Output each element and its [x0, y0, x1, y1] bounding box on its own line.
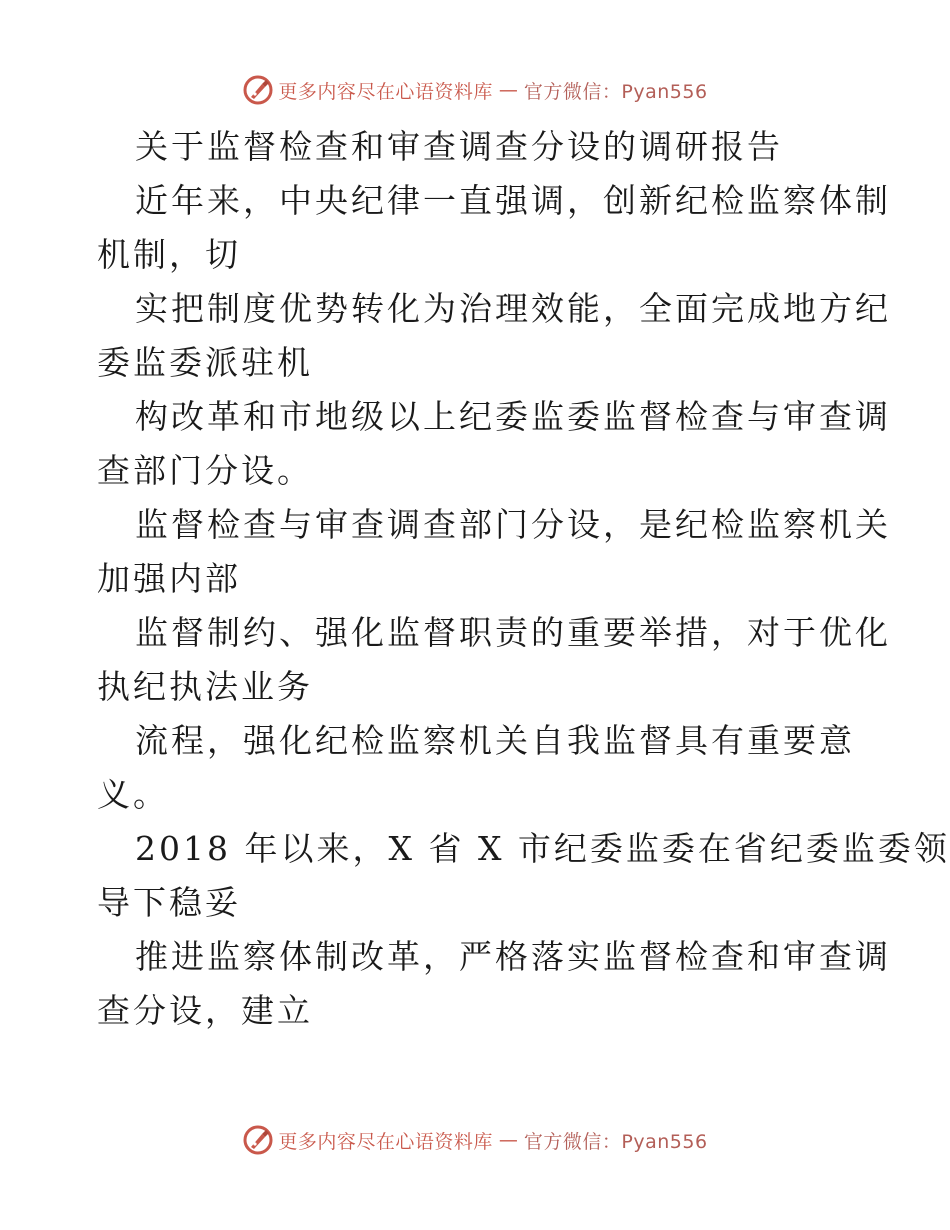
text-line: 义。	[97, 775, 169, 814]
text-line: 查部门分设。	[97, 451, 313, 490]
text-line: 查分设，建立	[97, 991, 313, 1030]
text-line: 加强内部	[97, 559, 241, 598]
text-line: 监督制约、强化监督职责的重要举措，对于优化	[135, 613, 891, 652]
banner-separator: —	[498, 79, 518, 101]
banner-separator: —	[498, 1129, 518, 1151]
text-line: 推进监察体制改革，严格落实监督检查和审查调	[135, 937, 891, 976]
text-line: 流程，强化纪检监察机关自我监督具有重要意	[135, 721, 855, 760]
header-banner	[0, 70, 950, 110]
banner-wechat-text: 官方微信：Pyan556	[523, 1130, 708, 1153]
banner-content	[242, 1124, 707, 1156]
text-line: 近年来，中央纪律一直强调，创新纪检监察体制	[135, 181, 891, 220]
text-line: 实把制度优势转化为治理效能，全面完成地方纪	[135, 289, 891, 328]
pen-nib-icon	[242, 1124, 274, 1156]
text-line: 监督检查与审查调查部门分设，是纪检监察机关	[135, 505, 891, 544]
text-line: 导下稳妥	[97, 883, 241, 922]
text-line: 执纪执法业务	[97, 667, 313, 706]
document-title: 关于监督检查和审查调查分设的调研报告	[135, 127, 783, 166]
banner-site-text: 更多内容尽在心语资料库	[278, 80, 493, 103]
pen-nib-icon	[242, 74, 274, 106]
text-line: 机制，切	[97, 235, 241, 274]
banner-wechat-text: 官方微信：Pyan556	[523, 80, 708, 103]
text-line: 2018 年以来，X 省 X 市纪委监委在省纪委监委领	[135, 829, 950, 868]
document-body	[97, 120, 950, 1038]
footer-banner	[0, 1120, 950, 1160]
text-line: 委监委派驻机	[97, 343, 313, 382]
text-line: 构改革和市地级以上纪委监委监督检查与审查调	[135, 397, 891, 436]
banner-site-text: 更多内容尽在心语资料库	[278, 1130, 493, 1153]
banner-content	[242, 74, 707, 106]
